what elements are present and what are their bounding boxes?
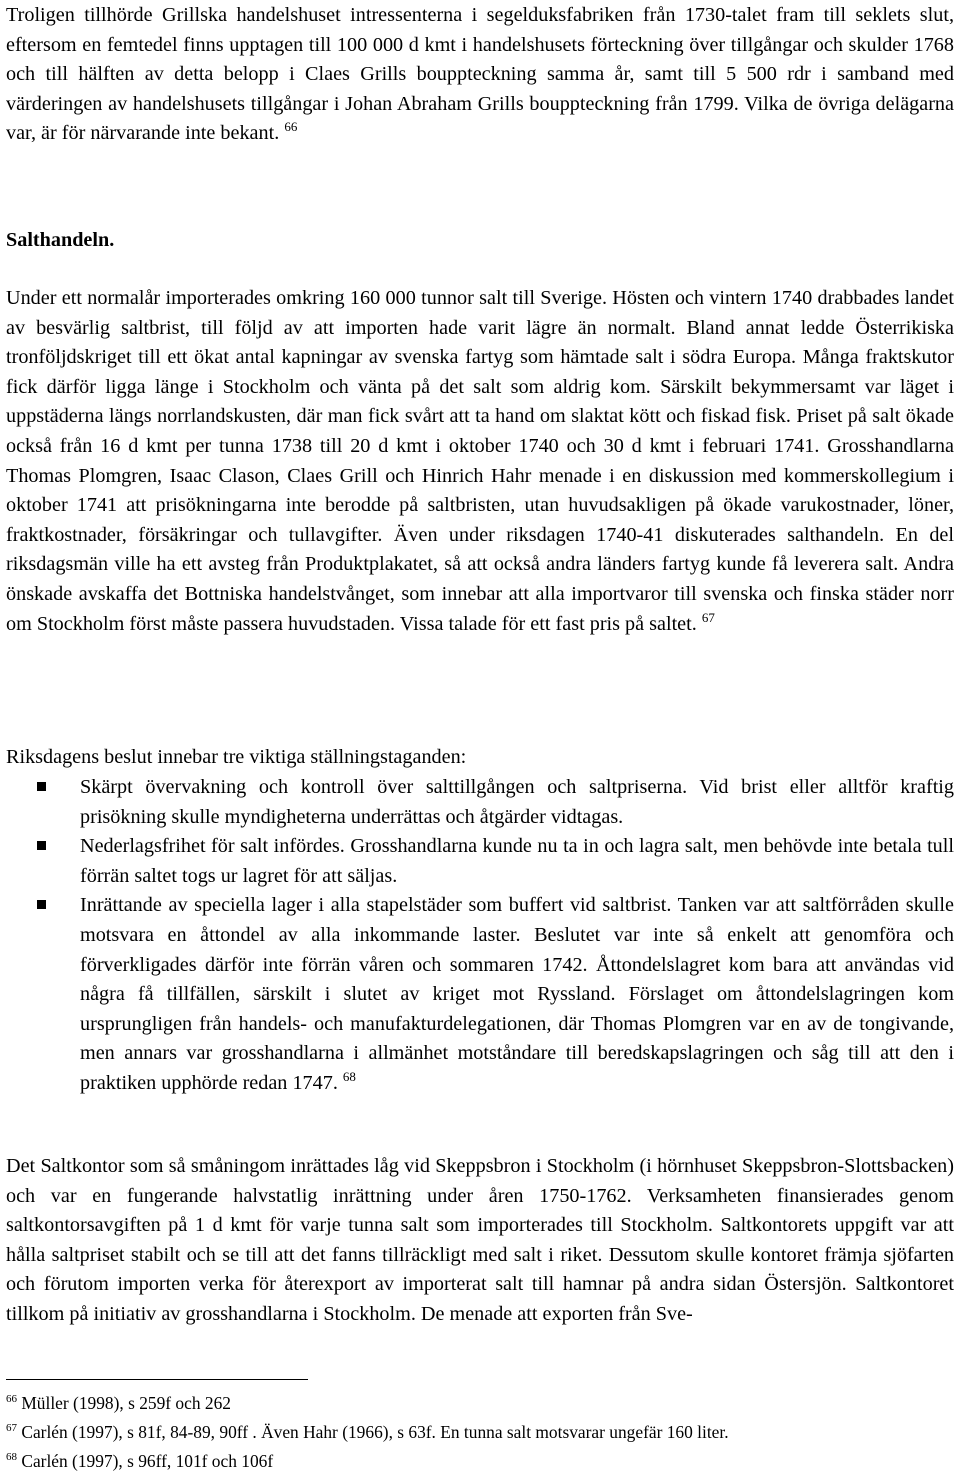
list-item [6, 891, 954, 1099]
paragraph-salthandeln [6, 284, 954, 640]
paragraph-text: Troligen tillhörde Grillska handelshuset intressenterna i segelduksfabriken från 1730-talet fram till seklets slut, eftersom en femtedel finns upptagen till 100 000 d kmt i handelshusets förteckning över tillgångar och skulder 1768 och till hälften av detta belopp i Claes Grills bouppteckning samma år, samt till 5 500 rdr i samband med värderingen av handelshusets tillgångar i Johan Abraham Grills bouppteckning från 1799. Vilka de övriga delägarna var, är för närvarande inte bekant. [6, 4, 954, 145]
list-item-text: Inrättande av speciella lager i alla stapelstäder som buffert vid saltbrist. Tanken var att saltförråden skulle motsvara en åttondel av alla inkommande laster. Beslutet var inte så enkelt att genomföra och förverkligades därför inte förrän våren och sommaren 1742. Åttondelslagret kom bara att användas vid några få tillfällen, särskilt i slutet av kriget mot Ryssland. Förslaget om åttondelslagringen kom ursprungligen från handels- och manufakturdelegationen, där Thomas Plomgren var en av de tongivande, men annars var grosshandlarna i allmänhet motståndare till beredskapslagringen och såg till att den i praktiken upphörde redan 1747. [80, 894, 954, 1094]
footnote-divider [6, 1379, 308, 1380]
footnote [6, 1419, 954, 1448]
square-bullet-icon [37, 900, 46, 909]
list-item [6, 773, 954, 832]
footnote-ref: 68 [342, 1068, 356, 1084]
paragraph-text: Under ett normalår importerades omkring 160 000 tunnor salt till Sverige. Hösten och vintern 1740 drabbades landet av besvärlig saltbrist, till följd av att importen hade varit lägre än normalt. Bland annat ledde Österrikiska tronföljdskriget till ett ökat antal kapningar av svenska fartyg som hämtade salt i södra Europa. Många fraktskutor fick därför ligga länge i Stockholm och vänta på det salt som aldrig kom. Särskilt bekymmersamt var läget i uppstäderna längs norrlandskusten, där man fick svårt att ta hand om slaktat kött och fiskad fisk. Priset på salt ökade också från 16 d kmt per tunna 1738 till 20 d kmt i oktober 1740 och 30 d kmt i februari 1741. Grosshandlarna Thomas Plomgren, Isaac Clason, Claes Grill och Hinrich Hahr menade i en diskussion med kommerskollegium i oktober 1741 att prisökningarna inte berodde på saltbristen, utan huvudsakligen på ökade varukostnader, löner, fraktkostnader, försäkringar och tullavgifter. Även under riksdagen 1740-41 diskuterades salthandeln. En del riksdagsmän ville ha ett avsteg från Produktplakatet, så att också andra länders fartyg kunde få leverera salt. Andra önskade avskaffa det Bottniska handelstvånget, som innebar att alla importvaror till svenska och finska städer norr om Stockholm först måste passera huvudstaden. Vissa talade för ett fast pris på saltet. [6, 287, 954, 635]
footnote-ref: 66 [284, 119, 298, 135]
footnote-text: Carlén (1997), s 81f, 84-89, 90ff . Även Hahr (1966), s 63f. En tunna salt motsvarar ungefär 160 liter. [17, 1422, 729, 1442]
footnote-text: Carlén (1997), s 96ff, 101f och 106f [17, 1451, 274, 1471]
footnotes [6, 1390, 954, 1477]
footnote [6, 1390, 954, 1419]
paragraph-grillska [6, 1, 954, 150]
footnote-text: Müller (1998), s 259f och 262 [17, 1393, 231, 1413]
square-bullet-icon [37, 782, 46, 791]
list-item-text: Skärpt övervakning och kontroll över salttillgången och saltpriserna. Vid brist eller alltför kraftig prisökning skulle myndigheterna underrättas och åtgärder vidtagas. [80, 776, 954, 828]
footnote-number: 67 [6, 1422, 17, 1434]
decision-list [6, 773, 954, 1100]
section-heading: Salthandeln. [6, 229, 115, 251]
list-item [6, 832, 954, 891]
paragraph-saltkontor: Det Saltkontor som så småningom inrättades låg vid Skeppsbron i Stockholm (i hörnhuset Skeppsbron-Slottsbacken) och var en fungerande halvstatlig inrättning under åren 1750-1762. Verksamheten finansierades genom saltkontorsavgiften på 1 d kmt för varje tunna salt som importerades till Stockholm. Saltkontorets uppgift var att hålla saltpriset stabilt och se till att det fanns tillräckligt med salt i riket. Dessutom skulle kontoret främja sjöfarten och förutom importen verka för återexport av importerat salt till hamnar på andra sidan Östersjön. Saltkontoret tillkom på initiativ av grosshandlarna i Stockholm. De menade att exporten från Sve- [6, 1155, 954, 1325]
list-item-text: Nederlagsfrihet för salt infördes. Grosshandlarna kunde nu ta in och lagra salt, men behövde inte betala tull förrän saltet togs ur lagret för att säljas. [80, 835, 954, 887]
square-bullet-icon [37, 841, 46, 850]
footnote-ref: 67 [701, 609, 715, 625]
list-intro: Riksdagens beslut innebar tre viktiga ställningstaganden: [6, 746, 467, 768]
footnote [6, 1448, 954, 1477]
footnote-number: 66 [6, 1393, 17, 1405]
footnote-number: 68 [6, 1451, 17, 1463]
